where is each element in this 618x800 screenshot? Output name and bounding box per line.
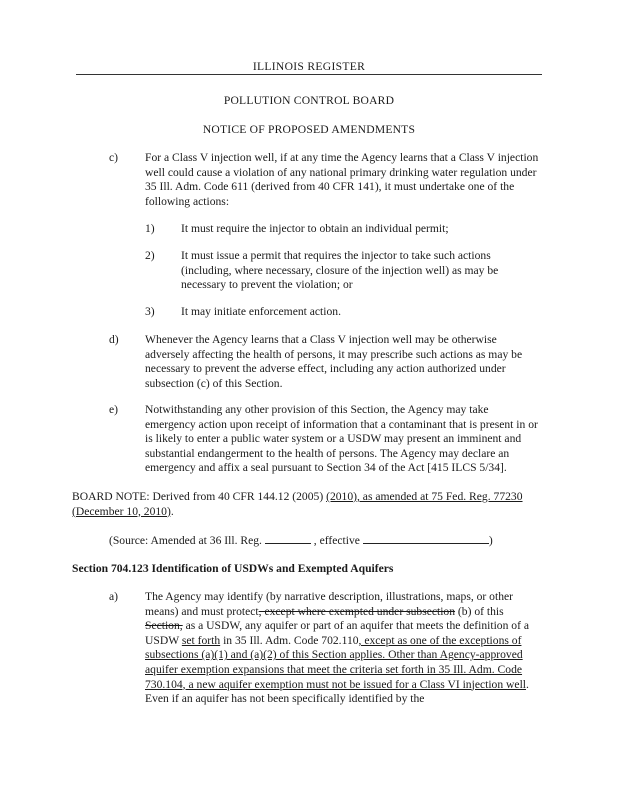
subsection-d-label: d) <box>109 333 119 346</box>
subsection-e-text: Notwithstanding any other provision of this Section, the Agency may take emergency action upon receipt of information that a contaminant that is present in or is likely to enter a public water system or a USDW may present an imminent and substantial endangerment to the health of persons. The Agency may declare an emergency and affix a seal pursuant to Section 34 of the Act [415 ILCS 5/34]. <box>145 403 538 475</box>
subsection-d-text: Whenever the Agency learns that a Class V injection well may be otherwise adversely affecting the health of persons, it may prescribe such actions as may be necessary to prevent the adverse effect, including any action authorized under subsection (c) of this Section. <box>145 333 523 390</box>
notice-title: NOTICE OF PROPOSED AMENDMENTS <box>202 123 416 136</box>
subsection-a-inserted-2: , except as one of the exceptions of subsections (a)(1) and (a)(2) of this Section applies. Other than Agency-approved aquifer exemption expansions that meet the criteria set forth in 35 Ill. Adm. Code 730.104, a new aquifer exemption must not be issued for a Class VI injection well <box>145 633 527 691</box>
subsection-a-deleted-1: , except where exempted under subsection <box>258 604 456 618</box>
subsection-a-text <box>145 590 541 707</box>
item-2-text: It must issue a permit that requires the injector to take such actions (including, where necessary, closure of the injection well) as may be necessary to prevent the violation; or <box>181 249 499 292</box>
effective-date-blank <box>363 533 489 544</box>
subsection-a-text-2: (b) of this <box>455 604 504 618</box>
item-1-text: It must require the injector to obtain an individual permit; <box>181 222 449 235</box>
item-3-label: 3) <box>145 305 155 318</box>
item-1-label: 1) <box>145 222 155 235</box>
subsection-a-text-3: as a USDW, any aquifer or part of an aquifer that meets the definition of a USDW <box>145 619 529 647</box>
register-number-blank <box>265 533 311 544</box>
subsection-e-label: e) <box>109 403 119 416</box>
subsection-c-label: c) <box>109 151 119 164</box>
item-3-text: It may initiate enforcement action. <box>181 305 341 318</box>
subsection-a-deleted-2: Section, <box>145 619 183 633</box>
board-title: POLLUTION CONTROL BOARD <box>223 94 395 107</box>
source-effective: , effective <box>313 534 360 547</box>
subsection-a-label: a) <box>109 590 119 603</box>
board-note-text: BOARD NOTE: Derived from 40 CFR 144.12 (2005) <box>72 490 324 503</box>
subsection-a-text-5: . Even if an aquifer has not been specifically identified by the <box>145 677 529 706</box>
board-note-inserted-text: (2010), as amended at 75 Fed. Reg. 77230 (December 10, 2010) <box>72 490 523 518</box>
source-line <box>109 533 549 549</box>
item-2-label: 2) <box>145 249 155 262</box>
subsection-c-text: For a Class V injection well, if at any time the Agency learns that a Class V injection well could cause a violation of any national primary drinking water regulation under 35 Ill. Adm. Code 611 (derived from 40 CFR 141), it must undertake one of the following actions: <box>145 151 539 208</box>
header-rule <box>76 74 542 75</box>
board-note <box>72 490 540 519</box>
board-note-period: . <box>170 504 174 518</box>
section-heading: Section 704.123 Identification of USDWs and Exempted Aquifers <box>72 562 394 575</box>
subsection-a-text-1: The Agency may identify (by narrative description, illustrations, maps, or other means) and must protect <box>145 590 514 618</box>
subsection-a-inserted-1: set forth <box>181 633 221 647</box>
source-prefix: (Source: Amended at 36 Ill. Reg. <box>109 534 262 547</box>
subsection-a-text-4: in 35 Ill. Adm. Code 702.110 <box>220 633 359 647</box>
source-close: ) <box>488 534 493 547</box>
register-title: ILLINOIS REGISTER <box>252 60 366 73</box>
